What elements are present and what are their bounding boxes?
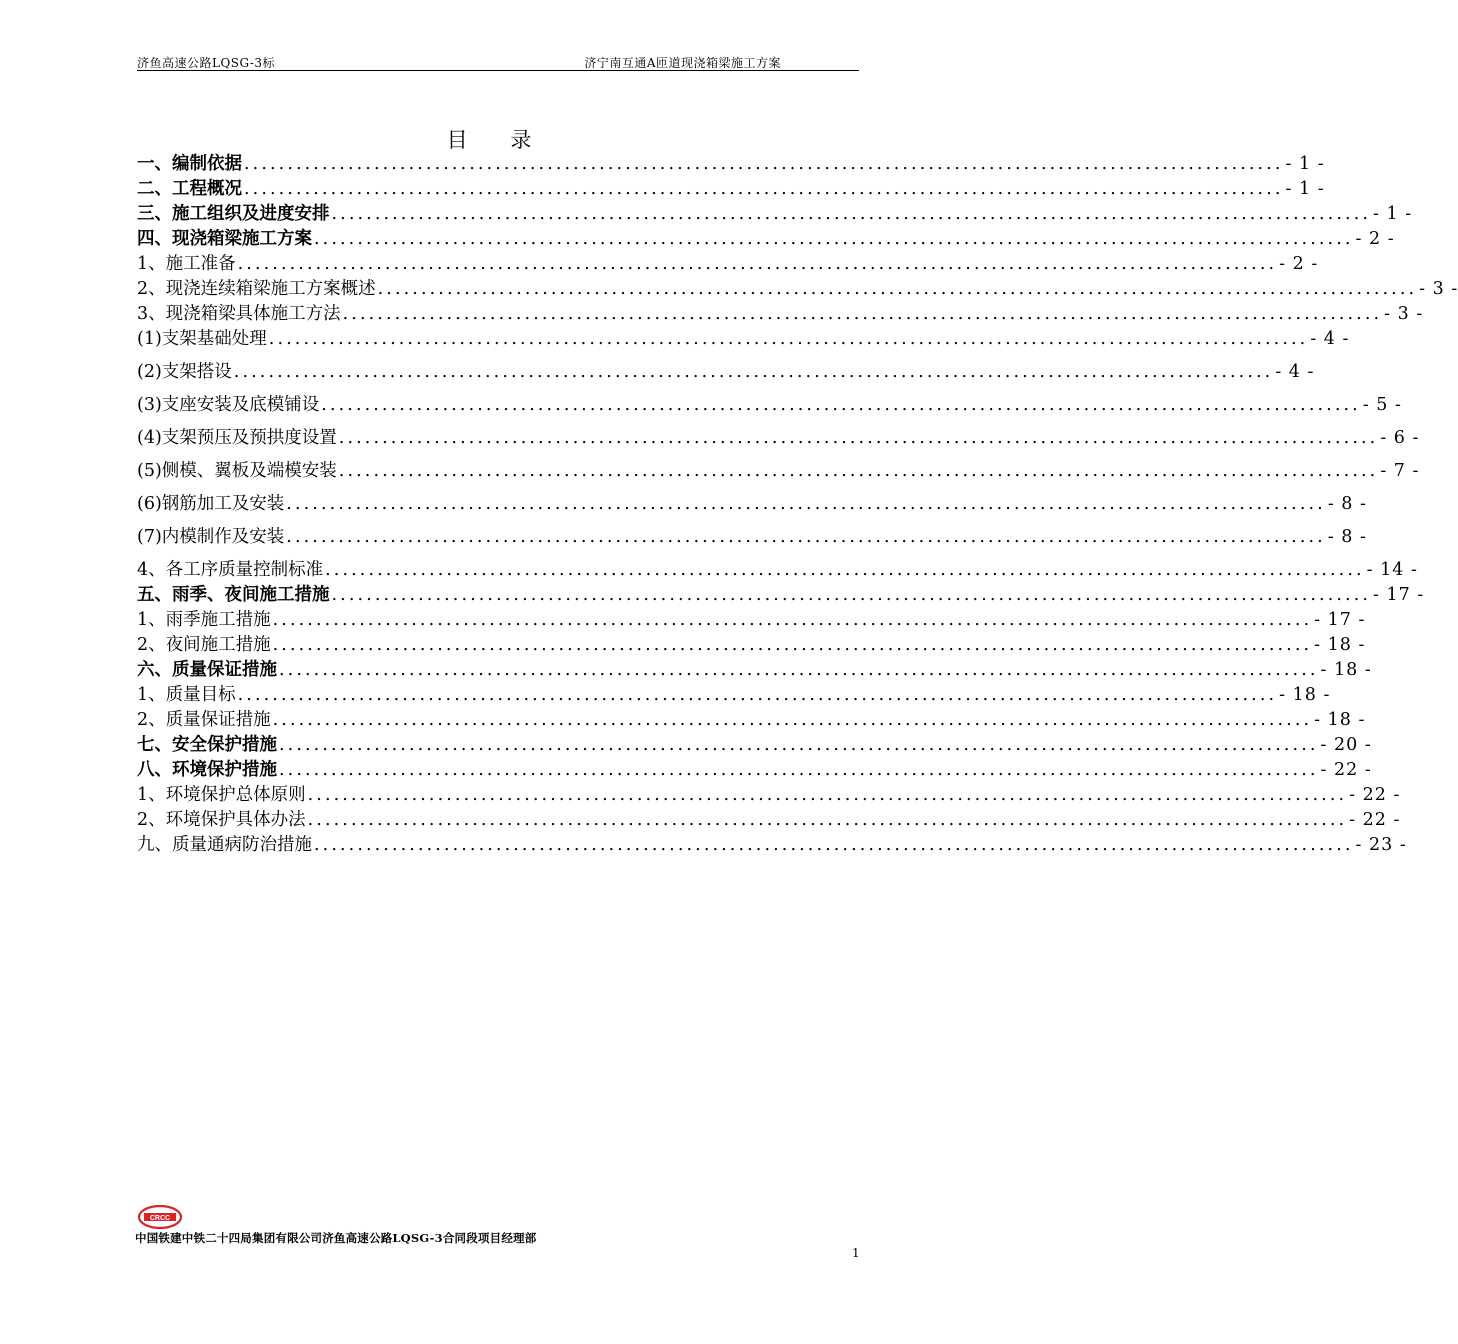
toc-entry-label: 1、质量目标: [137, 685, 236, 705]
toc-entry[interactable]: [137, 426, 1420, 450]
toc-entry-label: 三、施工组织及进度安排: [137, 204, 330, 224]
toc-leader-dots: ........................................................................................................................: [279, 660, 1319, 680]
toc-leader-dots: ........................................................................................................................: [237, 254, 1278, 274]
toc-leader-dots: ........................................................................................................................: [279, 735, 1319, 755]
footer-company-name: 中国铁建中铁二十四局集团有限公司济鱼高速公路LQSG-3合同段项目经理部: [135, 1231, 537, 1245]
toc-entry-page: - 18 -: [1279, 685, 1331, 705]
toc-entry-page: - 18 -: [1320, 660, 1372, 680]
toc-title: 目 录: [446, 128, 550, 152]
toc-entry-label: 八、环境保护措施: [137, 760, 277, 780]
toc-entry-page: - 23 -: [1355, 835, 1407, 855]
toc-leader-dots: ........................................................................................................................: [338, 461, 1379, 481]
toc-entry[interactable]: [137, 583, 1425, 607]
toc-leader-dots: ........................................................................................................................: [272, 635, 1313, 655]
toc-entry[interactable]: [137, 177, 1325, 201]
toc-leader-dots: ........................................................................................................................: [244, 154, 1284, 174]
toc-leader-dots: ........................................................................................................................: [377, 279, 1418, 299]
toc-entry[interactable]: [137, 758, 1372, 782]
toc-entry-page: - 22 -: [1349, 810, 1401, 830]
toc-entry-page: - 22 -: [1320, 760, 1372, 780]
header-divider: [137, 70, 859, 71]
toc-entry[interactable]: [137, 525, 1367, 549]
toc-entry-page: - 17 -: [1314, 610, 1366, 630]
toc-entry-label: (1)支架基础处理: [137, 329, 267, 349]
toc-entry-label: 九、质量通病防治措施: [137, 835, 312, 855]
toc-entry[interactable]: [137, 302, 1424, 326]
toc-leader-dots: ........................................................................................................................: [268, 329, 1309, 349]
toc-entry-page: - 1 -: [1285, 154, 1325, 174]
toc-entry[interactable]: [137, 683, 1331, 707]
toc-entry-page: - 18 -: [1314, 635, 1366, 655]
toc-entry-label: (5)侧模、翼板及端模安装: [137, 461, 337, 481]
page-number: 1: [852, 1246, 860, 1260]
toc-entry-label: 二、工程概况: [137, 179, 242, 199]
toc-entry-page: - 5 -: [1362, 395, 1402, 415]
toc-entry-label: 五、雨季、夜间施工措施: [137, 585, 330, 605]
toc-leader-dots: ........................................................................................................................: [325, 560, 1365, 580]
toc-entry[interactable]: [137, 833, 1407, 857]
toc-entry-label: 四、现浇箱梁施工方案: [137, 229, 312, 249]
toc-entry-label: 4、各工序质量控制标准: [137, 560, 324, 580]
toc-entry[interactable]: [137, 252, 1319, 276]
toc-entry-page: - 4 -: [1275, 362, 1315, 382]
toc-leader-dots: ........................................................................................................................: [331, 585, 1372, 605]
toc-entry[interactable]: [137, 227, 1395, 251]
toc-entry[interactable]: [137, 633, 1366, 657]
toc-leader-dots: ........................................................................................................................: [286, 494, 1326, 514]
toc-leader-dots: ........................................................................................................................: [307, 785, 1348, 805]
toc-entry-page: - 20 -: [1320, 735, 1372, 755]
toc-entry-page: - 1 -: [1285, 179, 1325, 199]
toc-leader-dots: ........................................................................................................................: [272, 710, 1313, 730]
toc-entry-label: 2、环境保护具体办法: [137, 810, 306, 830]
toc-entry-page: - 14 -: [1366, 560, 1418, 580]
header-document-title: 济宁南互通A匝道现浇箱梁施工方案: [584, 56, 781, 70]
toc-entry[interactable]: [137, 783, 1401, 807]
toc-entry-label: 1、施工准备: [137, 254, 236, 274]
toc-entry-label: 2、夜间施工措施: [137, 635, 271, 655]
toc-entry-label: 一、编制依据: [137, 154, 242, 174]
toc-entry[interactable]: [137, 558, 1418, 582]
toc-leader-dots: ........................................................................................................................: [342, 304, 1383, 324]
toc-entry-label: 1、雨季施工措施: [137, 610, 271, 630]
toc-entry-page: - 4 -: [1310, 329, 1350, 349]
toc-entry[interactable]: [137, 808, 1401, 832]
toc-entry[interactable]: [137, 202, 1413, 226]
toc-entry-label: 2、现浇连续箱梁施工方案概述: [137, 279, 376, 299]
toc-entry-label: 3、现浇箱梁具体施工方法: [137, 304, 341, 324]
toc-entry[interactable]: [137, 492, 1367, 516]
toc-leader-dots: ........................................................................................................................: [279, 760, 1319, 780]
header-project-name: 济鱼高速公路LQSG-3标: [137, 56, 276, 70]
toc-leader-dots: ........................................................................................................................: [233, 362, 1274, 382]
toc-entry[interactable]: [137, 393, 1402, 417]
toc-entry-label: 1、环境保护总体原则: [137, 785, 306, 805]
toc-entry-page: - 17 -: [1373, 585, 1425, 605]
toc-entry-label: (3)支座安装及底模铺设: [137, 395, 320, 415]
toc-entry-label: 2、质量保证措施: [137, 710, 271, 730]
toc-leader-dots: ........................................................................................................................: [314, 229, 1354, 249]
toc-leader-dots: ........................................................................................................................: [338, 428, 1379, 448]
logo-lettering: CRCC: [149, 1215, 171, 1222]
toc-entry[interactable]: [137, 152, 1325, 176]
toc-entry-label: (4)支架预压及预拱度设置: [137, 428, 337, 448]
toc-leader-dots: ........................................................................................................................: [331, 204, 1372, 224]
toc-entry-label: 六、质量保证措施: [137, 660, 277, 680]
toc-entry[interactable]: [137, 733, 1372, 757]
toc-entry-page: - 8 -: [1327, 494, 1367, 514]
toc-entry-page: - 22 -: [1349, 785, 1401, 805]
toc-entry-page: - 1 -: [1373, 204, 1413, 224]
toc-entry-label: (6)钢筋加工及安装: [137, 494, 285, 514]
toc-entry[interactable]: [137, 360, 1315, 384]
toc-entry[interactable]: [137, 658, 1372, 682]
toc-leader-dots: ........................................................................................................................: [286, 527, 1326, 547]
toc-leader-dots: ........................................................................................................................: [314, 835, 1354, 855]
toc-entry-page: - 2 -: [1279, 254, 1319, 274]
toc-leader-dots: ........................................................................................................................: [272, 610, 1313, 630]
crcc-logo-icon: [137, 1203, 183, 1231]
toc-entry-page: - 18 -: [1314, 710, 1366, 730]
page-header: [137, 50, 859, 72]
toc-leader-dots: ........................................................................................................................: [237, 685, 1278, 705]
toc-entry-page: - 7 -: [1380, 461, 1420, 481]
toc-leader-dots: ........................................................................................................................: [321, 395, 1361, 415]
toc-entry-page: - 2 -: [1355, 229, 1395, 249]
toc-leader-dots: ........................................................................................................................: [244, 179, 1284, 199]
toc-entry-page: - 8 -: [1327, 527, 1367, 547]
toc-entry-label: 七、安全保护措施: [137, 735, 277, 755]
toc-entry[interactable]: [137, 608, 1366, 632]
toc-leader-dots: ........................................................................................................................: [307, 810, 1348, 830]
toc-entry-label: (7)内模制作及安装: [137, 527, 285, 547]
toc-entry-label: (2)支架搭设: [137, 362, 232, 382]
toc-entry-page: - 3 -: [1419, 279, 1458, 299]
toc-entry[interactable]: [137, 327, 1350, 351]
toc-entry[interactable]: [137, 708, 1366, 732]
toc-entry[interactable]: [137, 459, 1420, 483]
toc-entry-page: - 3 -: [1384, 304, 1424, 324]
toc-entry[interactable]: [137, 277, 1458, 301]
toc-entry-page: - 6 -: [1380, 428, 1420, 448]
